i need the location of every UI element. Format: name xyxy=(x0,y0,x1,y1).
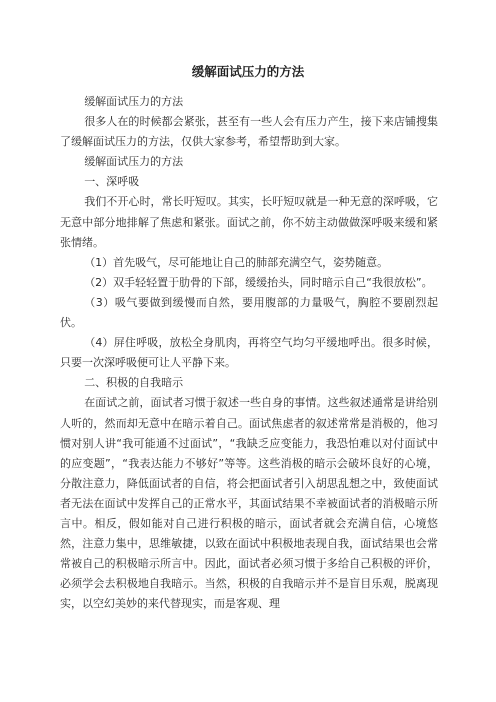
paragraph: 在面试之前，面试者习惯于叙述一些自身的事情。这些叙述通常是讲给别人听的，然而却无意中在暗示着自己。面试焦虑者的叙述常常是消极的，他习惯对别人讲“我可能通不过面试”，“我缺乏应变能力，我恐怕难以对付面试中的应变题”，“我表达能力不够好”等等。这些消极的暗示会破坏良好的心境，分散注意力，降低面试者的自信，将会把面试者引入胡思乱想之中，致使面试者无法在面试中发挥自己的正常水平，其面试结果不幸被面试者的消极暗示所言中。相反，假如能对自己进行积极的暗示，面试者就会充满自信，心境悠然，注意力集中，思维敏捷，以致在面试中积极地表现自我，面试结果也会常常被自己的积极暗示所言中。因此，面试者必须习惯于多给自己积极的评价，必须学会去积极地自我暗示。当然，积极的自我暗示并不是盲目乐观，脱离现实，以空幻美妙的来代替现实，而是客观、理 xyxy=(60,396,438,611)
paragraph: 缓解面试压力的方法 xyxy=(84,95,184,108)
document-title: 缓解面试压力的方法 xyxy=(191,64,305,79)
section-heading: 二、积极的自我暗示 xyxy=(84,376,184,390)
paragraph: 缓解面试压力的方法 xyxy=(84,155,184,169)
list-item: （2）双手轻轻置于肋骨的下部，缓缓抬头，同时暗示自己“我很放松”。 xyxy=(84,275,433,289)
list-item: （3）吸气要做到缓慢而自然，要用腹部的力量吸气，胸腔不要剧烈起伏。 xyxy=(60,295,438,330)
list-item: （1）首先吸气，尽可能地让自己的肺部充满空气，姿势随意。 xyxy=(84,255,389,269)
list-item: （4）屏住呼吸，放松全身肌肉，再将空气均匀平缓地呼出。很多时候，只要一次深呼吸便可让人平静下来。 xyxy=(60,336,438,370)
paragraph: 很多人在的时候都会紧张，甚至有一些人会有压力产生，接下来店铺搜集了缓解面试压力的方法，仅供大家参考，希望帮助到大家。 xyxy=(60,115,438,149)
paragraph: 我们不开心时，常长吁短叹。其实，长吁短叹就是一种无意的深呼吸，它无意中部分地排解了焦虑和紧张。面试之前，你不妨主动做做深呼吸来缓和紧张情绪。 xyxy=(60,195,438,249)
section-heading: 一、深呼吸 xyxy=(84,175,140,189)
document-body xyxy=(60,92,438,614)
